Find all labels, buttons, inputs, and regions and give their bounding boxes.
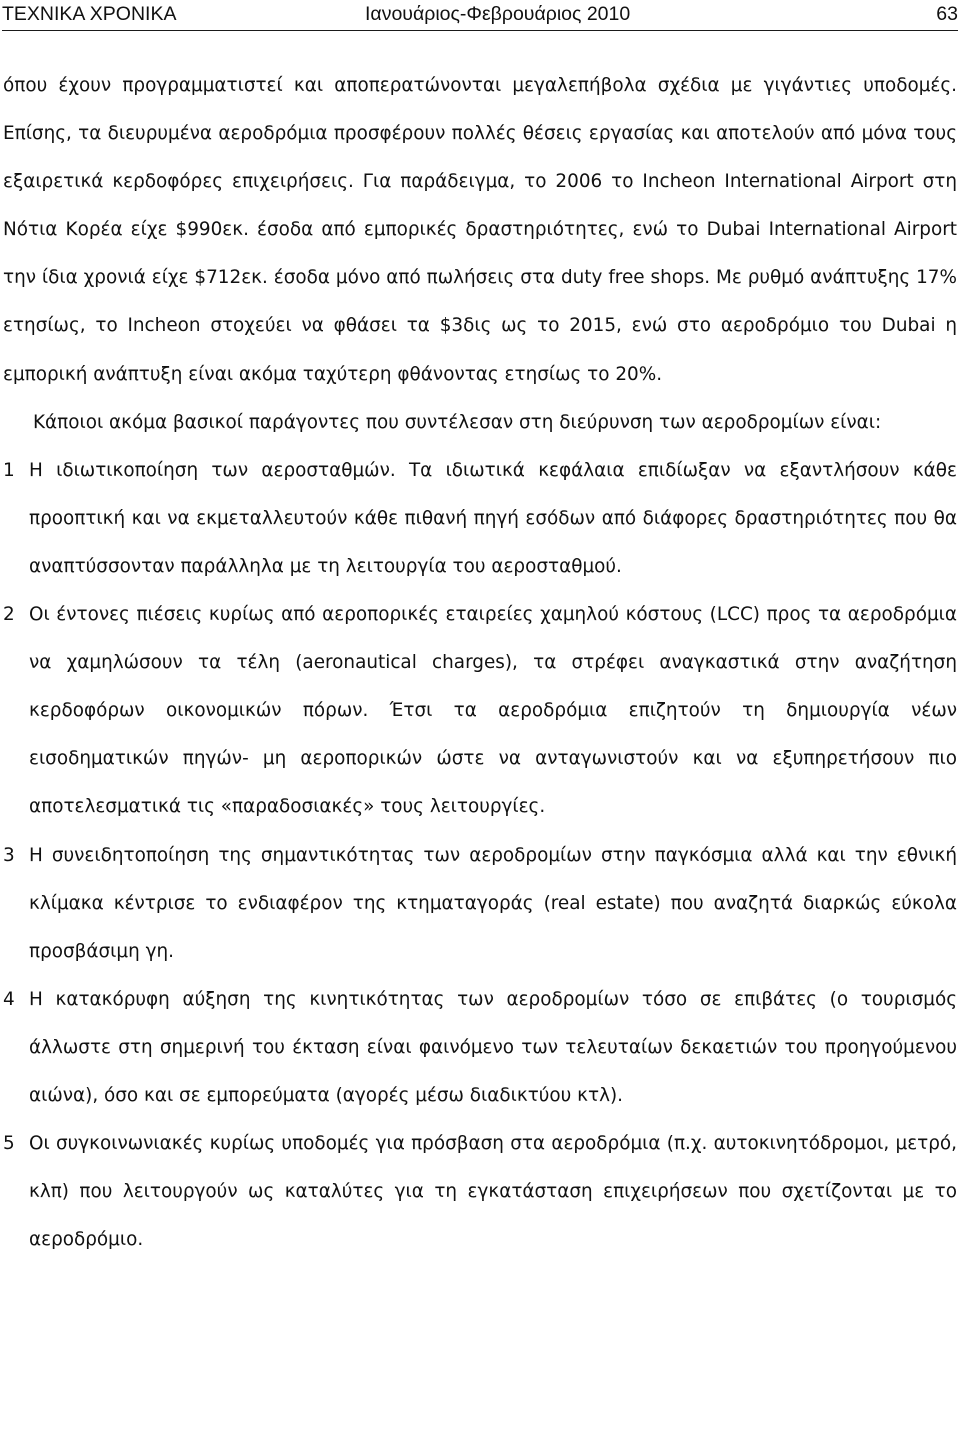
list-item-text: Η ιδιωτικοποίηση των αεροσταθμών. Τα ιδιωτικά κεφάλαια επιδίωξαν να εξαντλήσουν κάθε προοπτική και να εκμεταλλευτούν κάθε πιθανή πηγή εσόδων από διάφορες δραστηριότητες που θα αναπτύσσονταν παράλληλα με τη λειτουργία του αεροσταθμού.	[29, 459, 957, 577]
list-item-text: Η κατακόρυφη αύξηση της κινητικότητας των αεροδρομίων τόσο σε επιβάτες (ο τουρισμός άλλωστε στη σημερινή του έκταση είναι φαινόμενο των τελευταίων δεκαετιών του προηγούμενου αιώνα), όσο και σε εμπορεύματα (αγορές μέσω διαδικτύου κτλ).	[29, 988, 957, 1106]
list-item	[3, 447, 957, 591]
issue-date: Ιανουάριος-Φεβρουάριος 2010	[365, 3, 631, 25]
list-item-number: 5	[3, 1133, 15, 1155]
body-paragraph: Κάποιοι ακόμα βασικοί παράγοντες που συντέλεσαν στη διεύρυνση των αεροδρομίων είναι:	[33, 411, 882, 433]
body-paragraph: όπου έχουν προγραμματιστεί και αποπερατώνονται μεγαλεπήβολα σχέδια με γιγάντιες υποδομές. Επίσης, τα διευρυμένα αεροδρόμια προσφέρουν πολλές θέσεις εργασίας και αποτελούν από μόνα τους εξαιρετικά κερδοφόρες επιχειρήσεις. Για παράδειγμα, το 2006 το Incheon International Airport στη Νότια Κορέα είχε $990εκ. έσοδα από εμπορικές δραστηριότητες, ενώ το Dubai International Airport την ίδια χρονιά είχε $712εκ. έσοδα μόνο από πωλήσεις στα duty free shops. Με ρυθμό ανάπτυξης 17% ετησίως, το Incheon στοχεύει να φθάσει τα $3δις ως το 2015, ενώ στο αεροδρόμιο του Dubai η εμπορική ανάπτυξη είναι ακόμα ταχύτερη φθάνοντας ετησίως το 20%.	[3, 75, 957, 385]
list-item-text: Οι συγκοινωνιακές κυρίως υποδομές για πρόσβαση στα αεροδρόμια (π.χ. αυτοκινητόδρομοι, μετρό, κλπ) που λειτουργούν ως καταλύτες για τη εγκατάσταση επιχειρήσεων που σχετίζονται με το αεροδρόμιο.	[29, 1133, 957, 1251]
list-item	[3, 591, 957, 831]
numbered-list	[3, 447, 957, 1265]
page-number: 63	[936, 3, 958, 25]
list-item	[3, 832, 957, 976]
article-body	[3, 62, 957, 1264]
list-item-number: 4	[3, 988, 15, 1010]
list-item-number: 3	[3, 844, 15, 866]
list-item-number: 1	[3, 459, 15, 481]
list-item-text: Οι έντονες πιέσεις κυρίως από αεροπορικές εταιρείες χαμηλού κόστους (LCC) προς τα αεροδρόμια να χαμηλώσουν τα τέλη (aeronautical charges), τα στρέφει αναγκαστικά στην αναζήτηση κερδοφόρων οικονομικών πόρων. Έτσι τα αεροδρόμια επιζητούν τη δημιουργία νέων εισοδηματικών πηγών- μη αεροπορικών ώστε να ανταγωνιστούν και να εξυπηρετήσουν πιο αποτελεσματικά τις «παραδοσιακές» τους λειτουργίες.	[29, 604, 957, 818]
list-item-number: 2	[3, 604, 15, 626]
list-item-text: Η συνειδητοποίηση της σημαντικότητας των αεροδρομίων στην παγκόσμια αλλά και την εθνική κλίμακα κέντρισε το ενδιαφέρον της κτηματαγοράς (real estate) που αναζητά διαρκώς εύκολα προσβάσιμη γη.	[29, 844, 957, 962]
running-header	[2, 0, 958, 31]
list-item	[3, 1120, 957, 1264]
journal-title: ΤΕΧΝΙΚΑ ΧΡΟΝΙΚΑ	[2, 3, 177, 25]
list-item	[3, 976, 957, 1120]
